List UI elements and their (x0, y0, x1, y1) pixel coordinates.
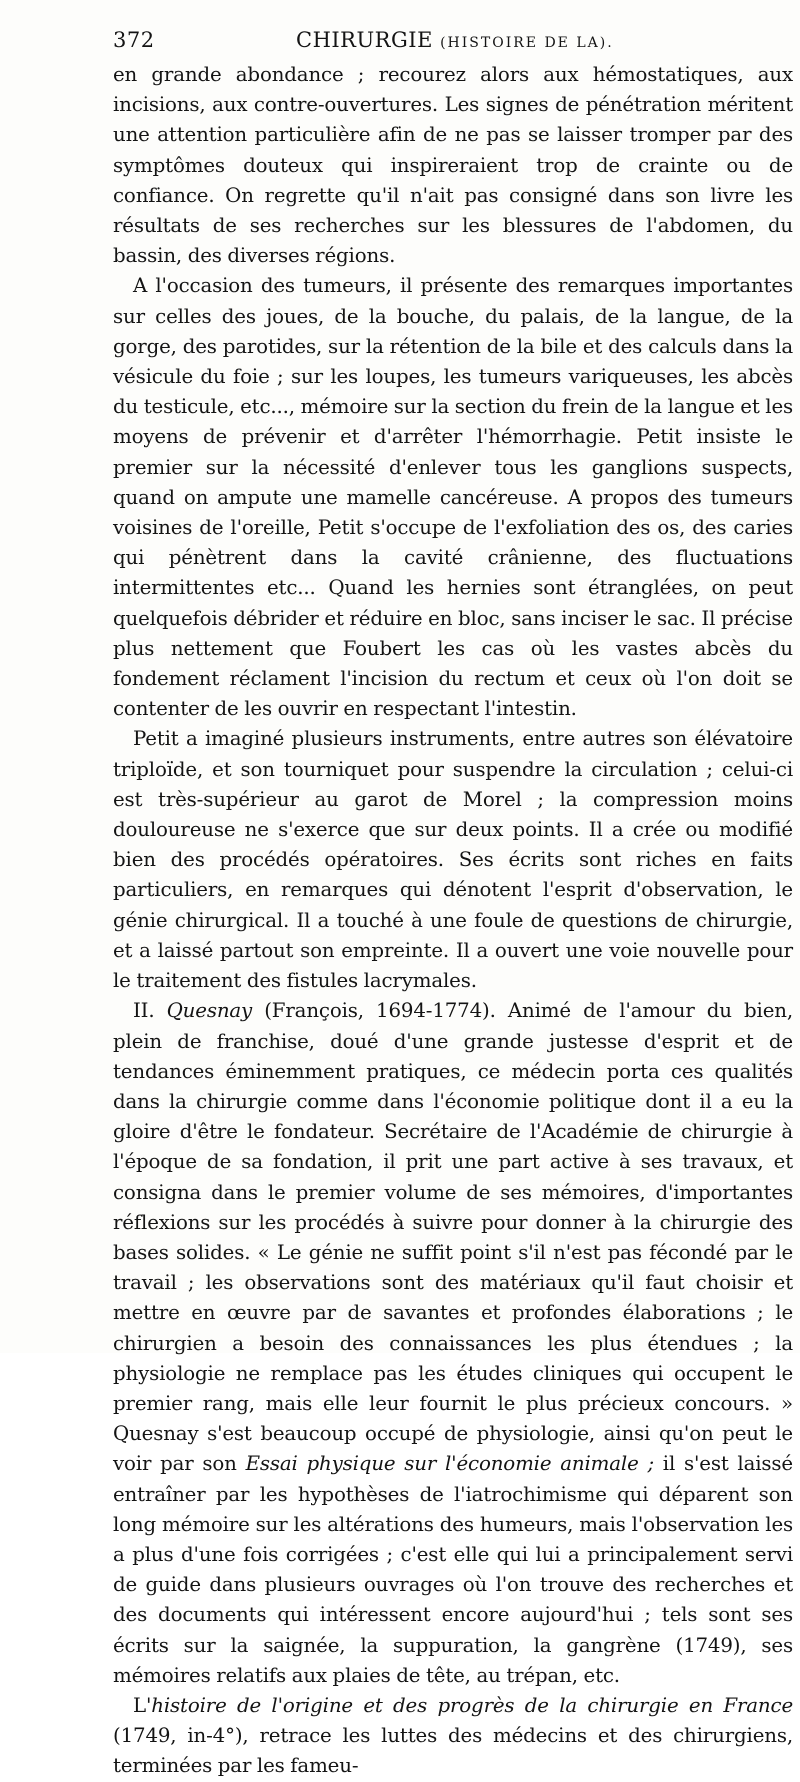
history-text: (1749, in-4°), retrace les luttes des médecins et des chirurgiens, terminées par les fameu- (113, 1724, 793, 1778)
person-name: Quesnay (166, 999, 253, 1023)
paragraph-tumors: A l'occasion des tumeurs, il présente des remarques importantes sur celles des joues, de la bouche, du palais, de la langue, de la gorge, des parotides, sur la rétention de la bile et des calculs dans la vésicule du foie ; sur les loupes, les tumeurs variqueuses, les abcès du testicule, etc..., mémoire sur la section du frein de la langue et les moyens de prévenir et d'arrêter l'hémorrhagie. Petit insiste le premier sur la nécessité d'enlever tous les ganglions suspects, quand on ampute une mamelle cancéreuse. A propos des tumeurs voisines de l'oreille, Petit s'occupe de l'exfoliation des os, des caries qui pénètrent dans la cavité crânienne, des fluctuations intermittentes etc... Quand les hernies sont étranglées, on peut quelquefois débrider et réduire en bloc, sans inciser le sac. Il précise plus nettement que Foubert les cas où les vastes abcès du fondement réclament l'incision du rectum et ceux où l'on doit se contenter de les ouvrir en respectant l'intestin. (113, 274, 794, 721)
paragraph-wound-signs: en grande abondance ; recourez alors aux hémostatiques, aux incisions, aux contre-ouvertures. Les signes de pénétration méritent une attention particulière afin de ne pas se laisser tromper par des symptômes douteux qui inspireraient trop de crainte ou de confiance. On regrette qu'il n'ait pas consigné dans son livre les résultats de ses recherches sur les blessures de l'abdomen, du bassin, des diverses régions. (113, 63, 793, 268)
person-dates: (François, 1694-1774). (252, 999, 496, 1023)
paragraph-quesnay (113, 996, 793, 1691)
paragraph-instruments: Petit a imaginé plusieurs instruments, entre autres son élévatoire triploïde, et son tourniquet pour suspendre la circulation ; celui-ci est très-supérieur au garot de Morel ; la compression moins douloureuse ne s'exerce que sur deux points. Il a crée ou modifié bien des procédés opératoires. Ses écrits sont riches en faits particuliers, en remarques qui dénotent l'esprit d'observation, le génie chirurgical. Il a touché à une foule de questions de chirurgie, et a laissé partout son empreinte. Il a ouvert une voie nouvelle pour le traitement des fistules lacrymales. (113, 727, 793, 993)
paragraph-history-book (113, 1691, 793, 1782)
quesnay-text-part-1: Animé de l'amour du bien, plein de franchise, doué d'une grande justesse d'esprit et de tendances éminemment pratiques, ce médecin porta ces qualités dans la chirurgie comme dans l'économie politique dont il a eu la gloire d'être le fondateur. Secrétaire de l'Académie de chirurgie à l'époque de sa fondation, il prit une part active à ses travaux, et consigna dans le premier volume de ses mémoires, d'importantes réflexions sur les procédés à suivre pour donner à la chirurgie des bases solides. « Le génie ne suffit point s'il n'est pas fécondé par le travail ; les observations sont des matériaux qu'il faut choisir et mettre en œuvre par de savantes et profondes élaborations ; le chirurgien a besoin des connaissances les plus étendues ; la physiologie ne remplace pas les études cliniques qui occupent le premier rang, mais elle leur fournit le plus précieux concours. » Quesnay s'est beaucoup occupé de physiologie, ainsi qu'on peut le voir par son (113, 999, 793, 1476)
book-title: histoire de l'origine et des progrès de la chirurgie en France (151, 1693, 793, 1717)
quesnay-text-part-2: il s'est laissé entraîner par les hypothèses de l'iatrochimisme qui déparent son long mémoire sur les altérations des humeurs, mais l'observation les a plus d'une fois corrigées ; c'est elle qui lui a principalement servi de guide dans plusieurs ouvrages où l'on trouve des recherches et des documents qui intéressent encore aujourd'hui ; tels sont ses écrits sur la saignée, la suppuration, la gangrène (1749), ses mémoires relatifs aux plaies de tête, au trépan, etc. (113, 1452, 793, 1687)
running-title (296, 28, 614, 52)
history-lead: L' (133, 1693, 152, 1717)
page-number: 372 (113, 28, 155, 52)
running-title-main: CHIRURGIE (296, 28, 433, 52)
running-header (113, 22, 785, 54)
section-number: II. (133, 999, 167, 1023)
page-body (113, 60, 793, 1782)
essay-title: Essai physique sur l'économie animale ; (245, 1452, 654, 1476)
running-title-sub: (HISTOIRE DE LA). (440, 35, 614, 51)
